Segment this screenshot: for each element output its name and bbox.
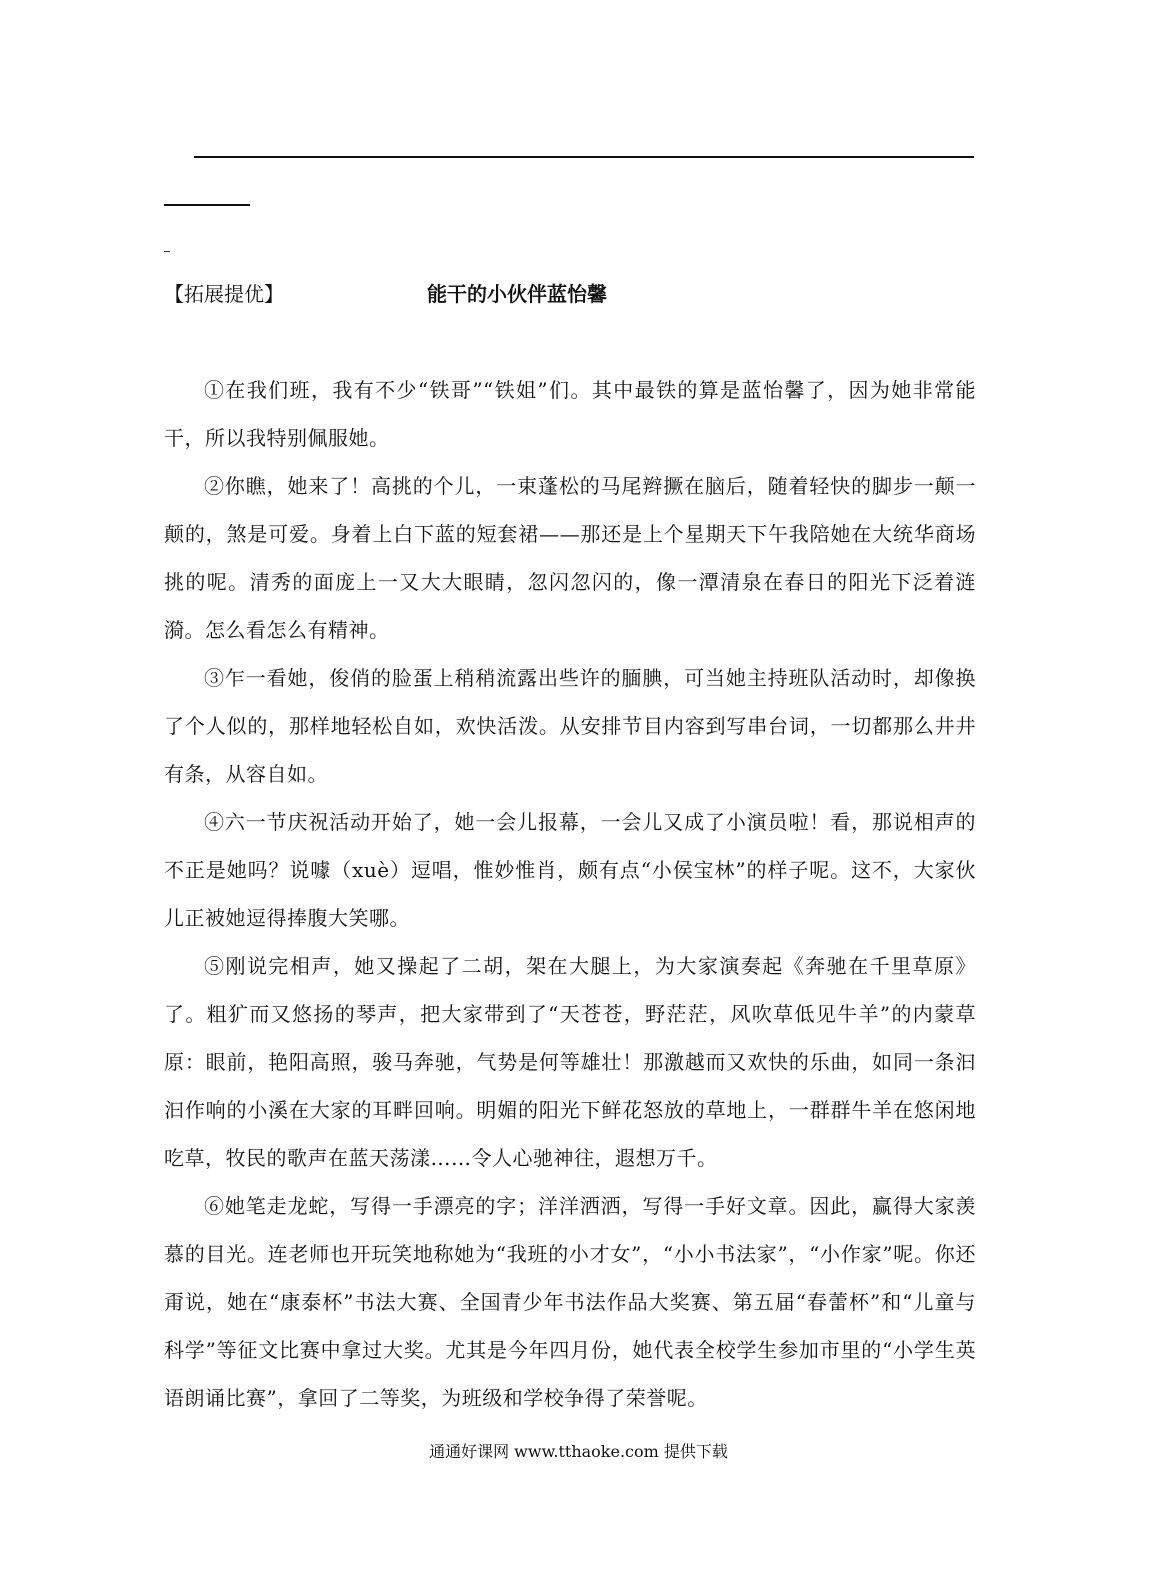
- article-title: 能干的小伙伴蓝怡馨: [427, 282, 607, 306]
- paragraph-3: ③乍一看她，俊俏的脸蛋上稍稍流露出些许的腼腆，可当她主持班队活动时，却像换了个人似的，那样地轻松自如，欢快活泼。从安排节目内容到写串台词，一切都那么井井有条，从容自如。: [164, 666, 976, 786]
- answer-line-mark: [164, 251, 170, 252]
- article-body: [164, 366, 976, 1422]
- paragraph-5: ⑤刚说完相声，她又操起了二胡，架在大腿上，为大家演奏起《奔驰在千里草原》了。粗犷而又悠扬的琴声，把大家带到了“天苍苍，野茫茫，风吹草低见牛羊”的内蒙草原：眼前，艳阳高照，骏马奔驰，气势是何等雄壮！那激越而又欢快的乐曲，如同一条汩汩作响的小溪在大家的耳畔回响。明媚的阳光下鲜花怒放的草地上，一群群牛羊在悠闲地吃草，牧民的歌声在蓝天荡漾……令人心驰神往，遐想万千。: [164, 954, 976, 1170]
- section-tag: 【拓展提优】: [164, 282, 284, 306]
- paragraph-2: ②你瞧，她来了！高挑的个儿，一束蓬松的马尾辫撅在脑后，随着轻快的脚步一颠一颠的，煞是可爱。身着上白下蓝的短套裙——那还是上个星期天下午我陪她在大统华商场挑的呢。清秀的面庞上一又大大眼睛，忽闪忽闪的，像一潭清泉在春日的阳光下泛着涟漪。怎么看怎么有精神。: [164, 474, 976, 642]
- answer-line-short: [164, 204, 250, 206]
- heading-row: [164, 278, 984, 310]
- answer-line-long: [194, 156, 974, 158]
- paragraph-1: ①在我们班，我有不少“铁哥”“铁姐”们。其中最铁的算是蓝怡馨了，因为她非常能干，所以我特别佩服她。: [164, 378, 976, 450]
- paragraph-4: ④六一节庆祝活动开始了，她一会儿报幕，一会儿又成了小演员啦！看，那说相声的不正是她吗？说噱（xuè）逗唱，惟妙惟肖，颇有点“小侯宝林”的样子呢。这不，大家伙儿正被她逗得捧腹大笑哪。: [164, 810, 976, 930]
- paragraph-6: ⑥她笔走龙蛇，写得一手漂亮的字；洋洋洒洒，写得一手好文章。因此，赢得大家羡慕的目光。连老师也开玩笑地称她为“我班的小才女”，“小小书法家”，“小作家”呢。你还甭说，她在“康泰杯”书法大赛、全国青少年书法作品大奖赛、第五届“春蕾杯”和“儿童与科学”等征文比赛中拿过大奖。尤其是今年四月份，她代表全校学生参加市里的“小学生英语朗诵比赛”，拿回了二等奖，为班级和学校争得了荣誉呢。: [164, 1194, 976, 1410]
- page-footer: 通通好课网 www.tthaoke.com 提供下载: [429, 1442, 728, 1461]
